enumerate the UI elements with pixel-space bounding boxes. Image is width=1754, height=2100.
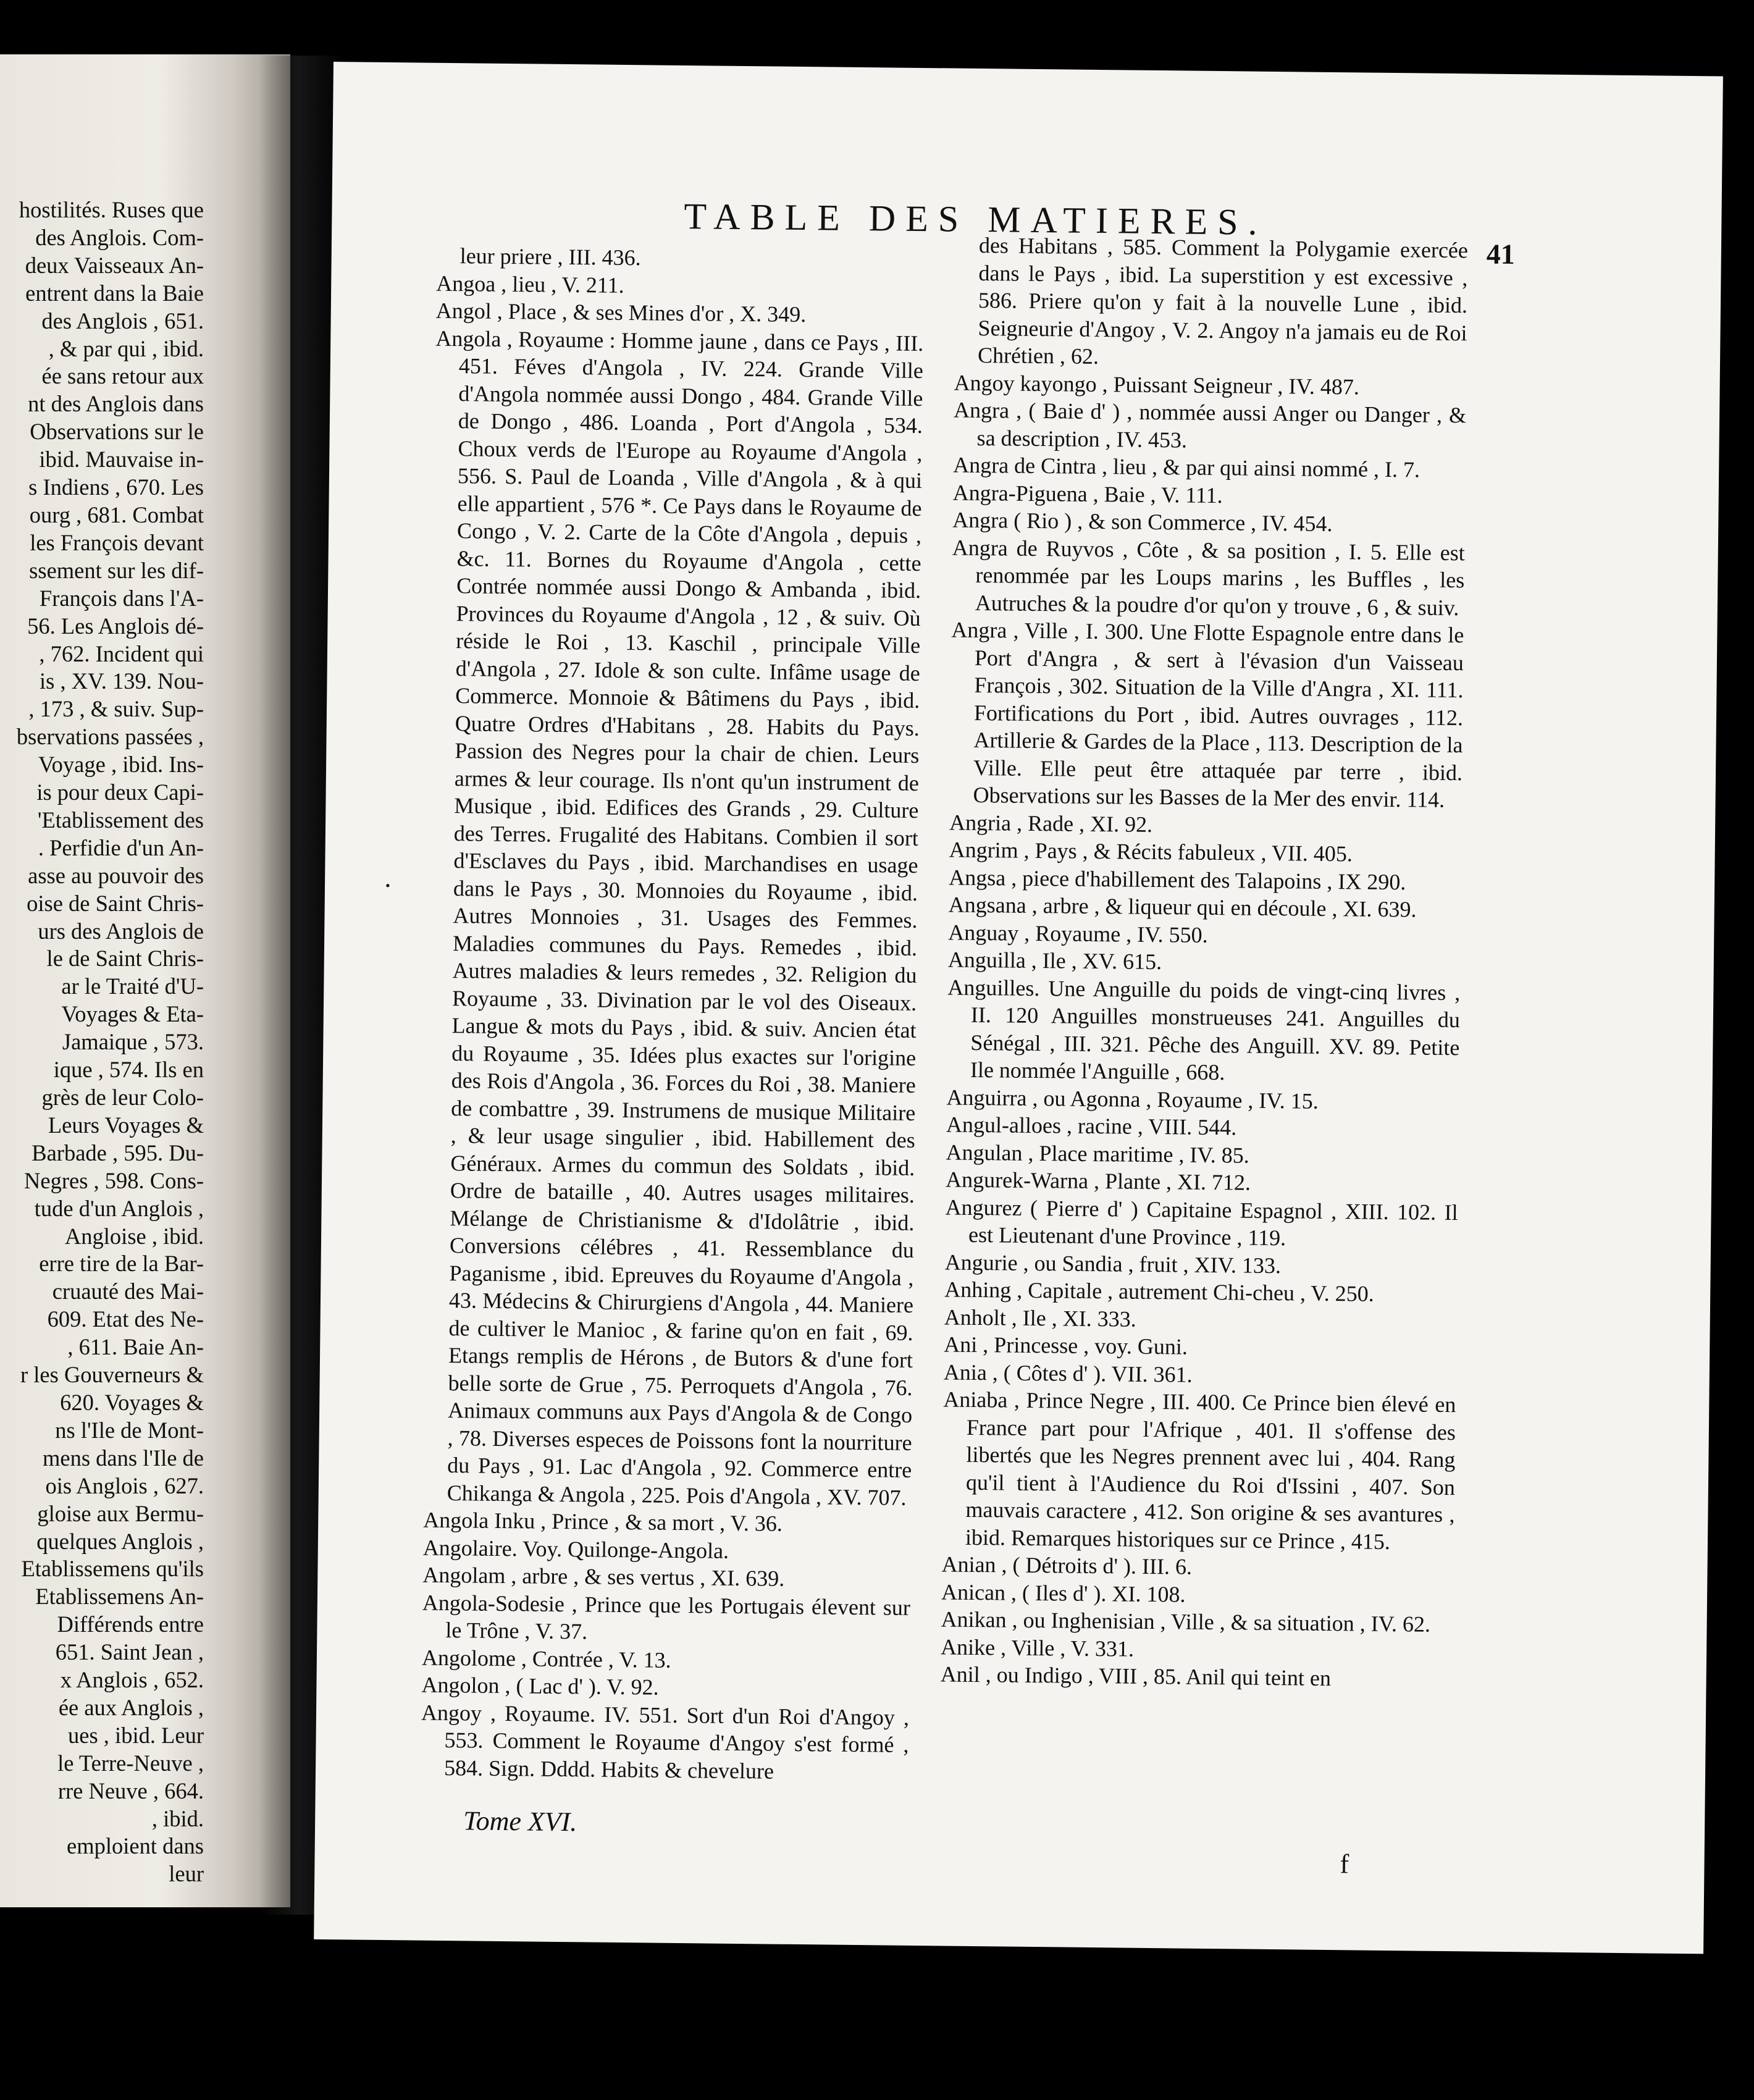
left-page-line: s Indiens , 670. Les bbox=[28, 474, 204, 500]
catchword: f bbox=[1340, 1849, 1349, 1880]
left-page-line: asse au pouvoir des bbox=[28, 862, 204, 888]
index-entry: Angul-alloes , racine , VIII. 544. bbox=[946, 1112, 1237, 1140]
index-entry: Angurek-Warna , Plante , XI. 712. bbox=[945, 1167, 1251, 1195]
index-entry: Angoy kayongo , Puissant Seigneur , IV. 487. bbox=[954, 370, 1360, 399]
left-page-line: , 611. Baie An- bbox=[67, 1334, 204, 1360]
left-page-line: cruauté des Mai- bbox=[52, 1279, 204, 1304]
left-page-line: hostilités. Ruses que bbox=[19, 197, 204, 222]
left-page-line: erre tire de la Bar- bbox=[39, 1251, 204, 1277]
index-entry: Angolam , arbre , & ses vertus , XI. 639. bbox=[422, 1562, 785, 1591]
index-entry: Angurie , ou Sandia , fruit , XIV. 133. bbox=[944, 1249, 1282, 1278]
left-page-line: is pour deux Capi- bbox=[36, 779, 204, 805]
index-entry: Angra ( Rio ) , & son Commerce , IV. 454. bbox=[952, 507, 1333, 536]
index-entry: Angsa , piece d'habillement des Talapoins , IX 290. bbox=[949, 865, 1406, 894]
left-page-line: oise de Saint Chris- bbox=[27, 890, 204, 916]
left-page-line: Etablissemens qu'ils bbox=[21, 1556, 204, 1582]
index-entry: Angra , Ville , I. 300. Une Flotte Espagnole entre dans le Port d'Angra , & sert à l'évasion d'un Vaisseau François , 302. Situation de la Ville d'Angra , XI. 111. Fortifications du Port , ibid. Autres ouvrages , 112. Artillerie & Gardes de la Place , 113. Description de la Ville. Elle peut être attaquée par terre , ibid. Observations sur les Basses de la Mer des envir. 114. bbox=[951, 617, 1464, 812]
index-column-right bbox=[940, 232, 1468, 1694]
left-page-line: . Perfidie d'un An- bbox=[38, 834, 204, 860]
left-page-line: ues , ibid. Leur bbox=[68, 1722, 204, 1748]
left-page-line: les François devant bbox=[30, 529, 204, 555]
index-entry: des Habitans , 585. Comment la Polygamie exercée dans le Pays , ibid. La superstition y est excessive , 586. Priere qu'on y fait à la nouvelle Lune , ibid. Seigneurie d'Angoy , V. 2. Angoy n'a jamais eu de Roi Chrétien , 62. bbox=[977, 232, 1469, 369]
index-entry: Angsana , arbre , & liqueur qui en découle , XI. 639. bbox=[948, 892, 1417, 922]
index-entry: Ania , ( Côtes d' ). VII. 361. bbox=[943, 1359, 1193, 1387]
index-entry: Angoa , lieu , V. 211. bbox=[436, 271, 624, 298]
left-page-line: leur bbox=[169, 1861, 204, 1887]
left-page-line: , 173 , & suiv. Sup- bbox=[28, 696, 204, 722]
left-page-line: ns l'Ile de Mont- bbox=[55, 1417, 204, 1443]
index-entry: Angol , Place , & ses Mines d'or , X. 349. bbox=[435, 298, 807, 327]
index-entry: Angolome , Contrée , V. 13. bbox=[421, 1645, 671, 1673]
left-page-line: emploient dans bbox=[67, 1833, 204, 1859]
left-page-line: 56. Les Anglois dé- bbox=[27, 613, 204, 639]
index-entry: Anil , ou Indigo , VIII , 85. Anil qui teint en bbox=[940, 1661, 1332, 1691]
left-page-line: Différends entre bbox=[57, 1611, 204, 1637]
index-entry: Angola , Royaume : Homme jaune , dans ce Pays , III. 451. Féves d'Angola , IV. 224. Grande Ville d'Angola nommée aussi Dongo , 484. Grande Ville de Dongo , 486. Loanda , Port d'Angola , 534. Choux verds de l'Europe au Royaume d'Angola , 556. S. Paul de Loanda , Ville d'Angola , & à qui elle appartient , 576 *. Ce Pays dans le Royaume de Congo , V. 2. Carte de la Côte d'Angola , depuis , &c. 11. Bornes du Royaume d'Angola , cette Contrée nommée aussi Dongo & Ambanda , ibid. Provinces du Royaume d'Angola , 12 , & suiv. Où réside le Roi , 13. Kaschil , principale Ville d'Angola , 27. Idole & son culte. Infâme usage de Commerce. Monnoie & Bâtimens du Pays , ibid. Quatre Ordres d'Habitans , 28. Habits du Pays. Passion des Negres pour la chair de chien. Leurs armes & leur courage. Ils n'ont qu'un instrument de Musique , ibid. Edifices des Grands , 29. Culture des Terres. Frugalité des Habitans. Combien il sort d'Esclaves du Pays , ibid. Marchandises en usage dans le Pays , 30. Monnoies du Royaume , ibid. Autres Monnoies , 31. Usages des Femmes. Maladies communes du Pays. Remedes , ibid. Autres maladies & leurs remedes , 32. Religion du Royaume , 33. Divination par le vol des Oiseaux. Langue & mots du Pays , ibid. & suiv. Ancien état du Royaume , 35. Idées plus exactes sur l'origine des Rois d'Angola , 36. Forces du Roi , 38. Maniere de combattre , 39. Instrumens de musique Militaire , & leur usage singulier , ibid. Habillement des Généraux. Armes du commun des Soldats , ibid. Ordre de bataille , 40. Autres usages militaires. Mélange de Christianisme & d'Idolâtrie , ibid. Conversions célébres , 41. Ressemblance du Paganisme , ibid. Epreuves du Royaume d'Angola , 43. Médecins & Chirurgiens d'Angola , 44. Maniere de cultiver le Manioc , & farine qu'on en fait , 69. Etangs remplis de Hérons , de Butors & d'une fort belle sorte de Grue , 75. Perroquets d'Angola , 76. Animaux communs aux Pays d'Angola & de Congo , 78. Diverses especes de Poissons font la nourriture du Pays , 91. Lac d'Angola , 92. Commerce entre Chikanga & Angola , 225. Pois d'Angola , XV. 707. bbox=[435, 326, 924, 1510]
index-entry: Angola Inku , Prince , & sa mort , V. 36. bbox=[423, 1507, 783, 1536]
left-page-line: ée sans retour aux bbox=[41, 363, 204, 389]
left-page-line: 609. Etat des Ne- bbox=[47, 1306, 204, 1332]
index-entry: Anican , ( Iles d' ). XI. 108. bbox=[941, 1579, 1186, 1607]
index-entry: Anguirra , ou Agonna , Royaume , IV. 15. bbox=[946, 1084, 1319, 1114]
index-entry: Angoy , Royaume. IV. 551. Sort d'un Roi d'Angoy , 553. Comment le Royaume d'Angoy s'est formé , 584. Sign. Dddd. Habits & chevelure bbox=[421, 1700, 910, 1784]
index-entry: Anikan , ou Inghenisian , Ville , & sa situation , IV. 62. bbox=[941, 1606, 1431, 1637]
left-page-text-fragments bbox=[0, 196, 204, 1888]
left-page-line: le Terre-Neuve , bbox=[57, 1750, 204, 1776]
left-page-line: nt des Anglois dans bbox=[28, 391, 204, 417]
left-page-line: ée aux Anglois , bbox=[58, 1694, 204, 1720]
index-entry: Anian , ( Détroits d' ). III. 6. bbox=[941, 1552, 1193, 1579]
left-page-line: 'Etablissement des bbox=[37, 807, 204, 833]
left-page-line: , 762. Incident qui bbox=[39, 640, 204, 666]
left-page-line: 620. Voyages & bbox=[60, 1389, 204, 1415]
index-entry: Anguilla , Ile , XV. 615. bbox=[947, 947, 1162, 975]
left-page-line: tude d'un Anglois , bbox=[34, 1195, 204, 1221]
index-entry: Anhing , Capitale , autrement Chi-cheu , V. 250. bbox=[944, 1277, 1374, 1306]
index-entry: Anguay , Royaume , IV. 550. bbox=[948, 920, 1208, 947]
index-entry: Angulan , Place maritime , IV. 85. bbox=[946, 1139, 1250, 1168]
index-entry: Aniaba , Prince Negre , III. 400. Ce Prince bien élevé en France part pour l'Afrique , 401. Il s'offense des libertés que les Negres prennent avec lui , 404. Rang qu'il tient à l'Audience du Roi d'Issini , 407. Son mauvais caractere , 412. Son origine & ses avantures , ibid. Remarques historiques sur ce Prince , 415. bbox=[943, 1387, 1456, 1554]
index-column-left bbox=[421, 242, 925, 1786]
left-page-line: gloise aux Bermu- bbox=[37, 1500, 204, 1526]
left-page-line: Voyage , ibid. Ins- bbox=[38, 752, 204, 778]
index-entry: Anguilles. Une Anguille du poids de vingt-cinq livres , II. 120 Anguilles monstrueuses 241. Anguilles du Sénégal , III. 321. Pêche des Anguill. XV. 89. Petite Ile nommée l'Anguille , 668. bbox=[947, 974, 1461, 1085]
right-page bbox=[314, 62, 1723, 1954]
left-page-line: François dans l'A- bbox=[39, 585, 204, 611]
left-page-line: Voyages & Eta- bbox=[61, 1001, 204, 1027]
margin-mark: • bbox=[385, 877, 390, 894]
left-page-line: deux Vaisseaux An- bbox=[25, 252, 204, 278]
left-page-line: entrent dans la Baie bbox=[25, 280, 204, 306]
left-page-line: des Anglois , 651. bbox=[41, 308, 204, 334]
left-page-line: ourg , 681. Combat bbox=[29, 502, 204, 527]
index-entry: Angolaire. Voy. Quilonge-Angola. bbox=[422, 1535, 729, 1563]
index-entry: Anike , Ville , V. 331. bbox=[940, 1634, 1135, 1661]
left-page-line: urs des Anglois de bbox=[38, 918, 204, 944]
left-page-line: r les Gouverneurs & bbox=[20, 1362, 204, 1388]
left-page-line: Observations sur le bbox=[30, 419, 204, 445]
left-page-line: grès de leur Colo- bbox=[41, 1085, 204, 1110]
left-page-line: ois Anglois , 627. bbox=[45, 1472, 204, 1498]
left-page-line: rre Neuve , 664. bbox=[57, 1778, 204, 1804]
left-page-line: ssement sur les dif- bbox=[29, 557, 204, 583]
left-page-line: Etablissemens An- bbox=[35, 1584, 204, 1610]
left-page-line: Leurs Voyages & bbox=[48, 1112, 204, 1138]
left-page-line: le de Saint Chris- bbox=[46, 946, 204, 972]
left-page-line: mens dans l'Ile de bbox=[43, 1445, 204, 1471]
left-page-line: ibid. Mauvaise in- bbox=[39, 447, 204, 472]
left-page-line: des Anglois. Com- bbox=[35, 224, 204, 250]
index-entry: leur priere , III. 436. bbox=[459, 243, 641, 271]
index-entry: Angola-Sodesie , Prince que les Portugais élevent sur le Trône , V. 37. bbox=[422, 1590, 911, 1644]
left-page-line: quelques Anglois , bbox=[36, 1528, 204, 1554]
left-page-line: ique , 574. Ils en bbox=[53, 1057, 204, 1083]
left-page-line: Jamaique , 573. bbox=[62, 1029, 204, 1055]
left-page-line: Negres , 598. Cons- bbox=[24, 1167, 204, 1193]
index-entry: Ani , Princesse , voy. Guni. bbox=[944, 1332, 1188, 1359]
index-entry: Angria , Rade , XI. 92. bbox=[949, 810, 1153, 837]
left-page-line: is , XV. 139. Nou- bbox=[40, 668, 204, 694]
left-page-line: 651. Saint Jean , bbox=[55, 1639, 204, 1665]
left-page bbox=[0, 54, 290, 1907]
index-entry: Angra-Piguena , Baie , V. 111. bbox=[952, 480, 1223, 508]
page-number: 41 bbox=[1486, 238, 1516, 271]
left-page-line: , & par qui , ibid. bbox=[48, 335, 204, 361]
left-page-line: Angloise , ibid. bbox=[64, 1223, 204, 1249]
left-page-line: bservations passées , bbox=[16, 724, 204, 750]
left-page-line: , ibid. bbox=[151, 1805, 204, 1831]
index-entry: Angra , ( Baie d' ) , nommée aussi Anger ou Danger , & sa description , IV. 453. bbox=[953, 397, 1467, 453]
index-entry: Angrim , Pays , & Récits fabuleux , VII. 405. bbox=[949, 837, 1353, 867]
index-entry: Anholt , Ile , XI. 333. bbox=[944, 1304, 1136, 1332]
volume-signature: Tome XVI. bbox=[463, 1805, 577, 1838]
left-page-line: Barbade , 595. Du- bbox=[31, 1140, 204, 1166]
index-entry: Angurez ( Pierre d' ) Capitaine Espagnol , XIII. 102. Il est Lieutenant d'une Province , 119. bbox=[945, 1194, 1458, 1251]
index-entry: Angra de Cintra , lieu , & par qui ainsi nommé , I. 7. bbox=[953, 452, 1420, 482]
left-page-line: x Anglois , 652. bbox=[60, 1667, 204, 1693]
index-entry: Angra de Ruyvos , Côte , & sa position , I. 5. Elle est renommée par les Loups marins , les Buffles , les Autruches & la poudre d'or qu'on y trouve , 6 , & suiv. bbox=[952, 535, 1465, 620]
index-entry: Angolon , ( Lac d' ). V. 92. bbox=[421, 1672, 659, 1700]
left-page-line: ar le Traité d'U- bbox=[61, 973, 204, 999]
running-head: TABLE DES MATIERES. bbox=[684, 195, 1267, 243]
